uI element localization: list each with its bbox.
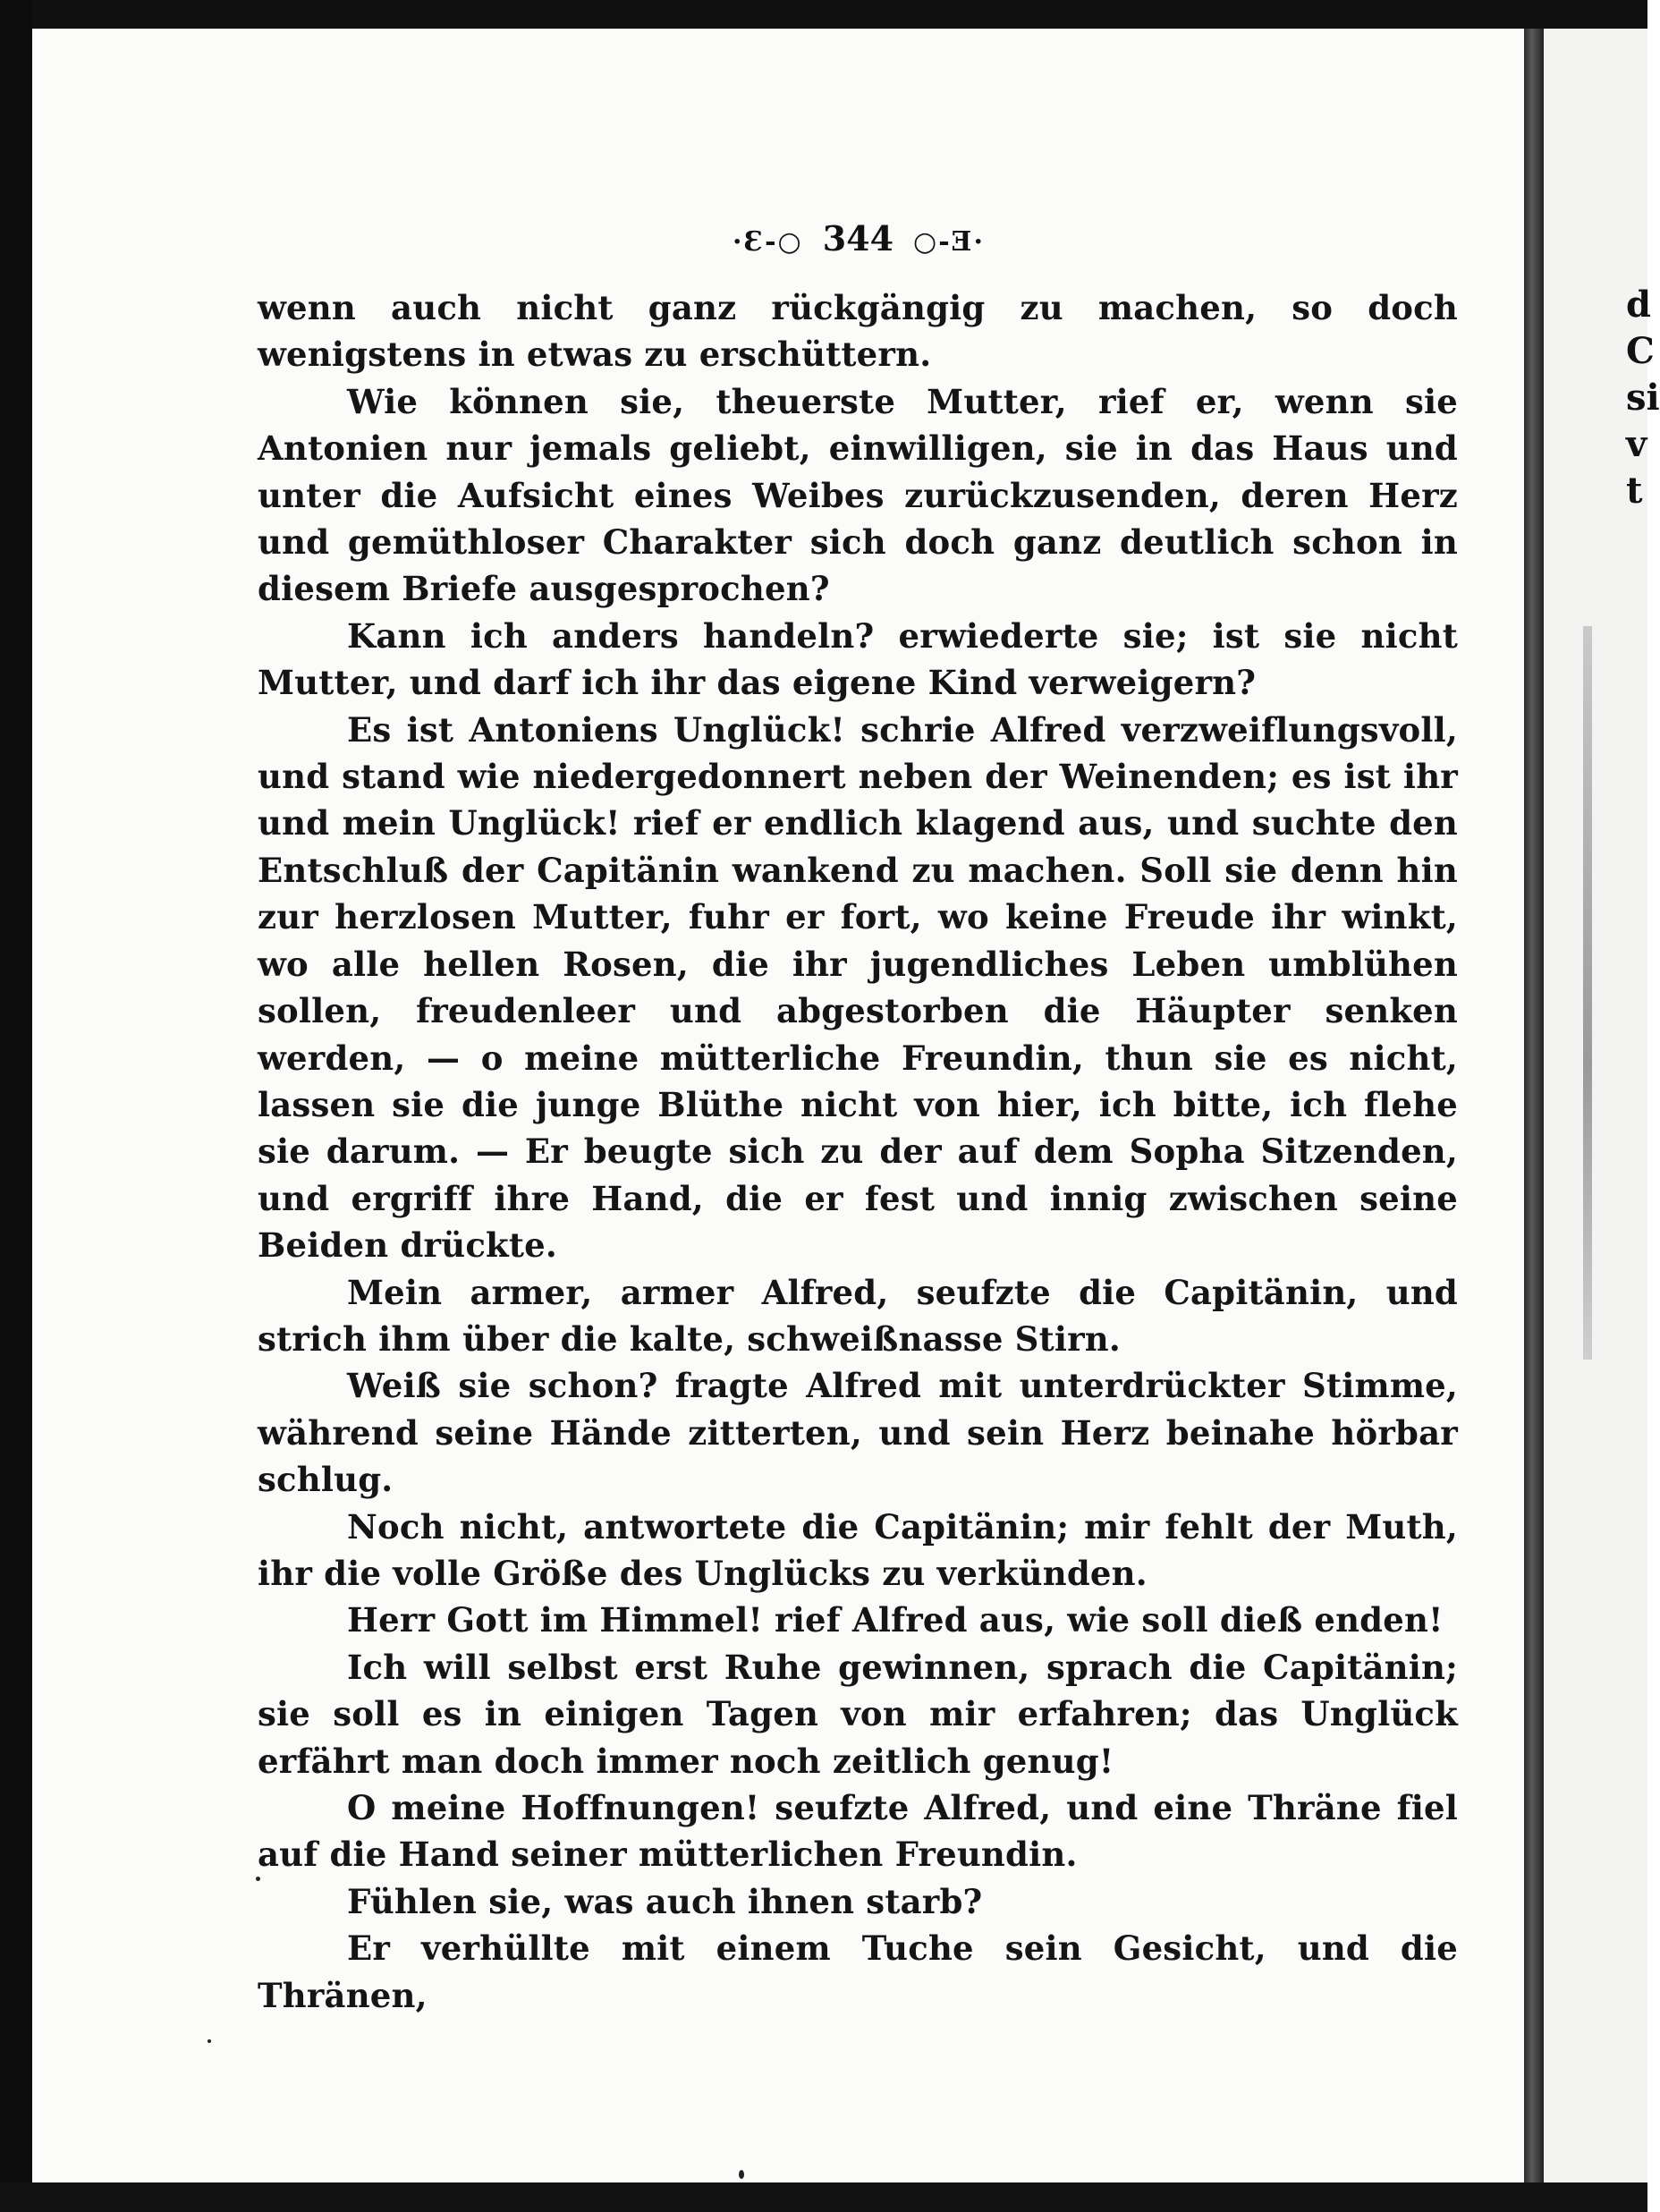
page-header [698, 212, 1020, 266]
facing-fragment: si [1626, 377, 1660, 419]
paragraph: Wie können sie, theuerste Mutter, rief er, wenn sie Antonien nur jemals geliebt, einwilligen, sie in das Haus und unter die Aufsicht eines Weibes zurückzusenden, deren Herz und gemüthloser Charakter sich doch ganz deutlich schon in diesem Briefe ausgesprochen? [258, 381, 1458, 609]
facing-page-text [1626, 282, 1660, 514]
paragraph: Herr Gott im Himmel! rief Alfred aus, wie soll dieß enden! [347, 1600, 1444, 1640]
paragraph: wenn auch nicht ganz rückgängig zu machen, so doch wenigstens in etwas zu erschüttern. [258, 288, 1458, 375]
dust-speck [208, 2039, 211, 2043]
paragraph: Weiß sie schon? fragte Alfred mit unterdrückter Stimme, während seine Hände zitterten, und sein Herz beinahe hörbar schlug. [258, 1366, 1458, 1500]
facing-fragment: C [1626, 330, 1655, 372]
body-text [258, 284, 1458, 2019]
paragraph: Kann ich anders handeln? erwiederte sie; ist sie nicht Mutter, und darf ich ihr das eigene Kind verweigern? [258, 615, 1458, 703]
paragraph: Er verhüllte mit einem Tuche sein Gesicht, und die Thränen, [258, 1928, 1458, 2015]
paragraph: Noch nicht, antwortete die Capitänin; mir fehlt der Muth, ihr die volle Größe des Unglücks zu verkünden. [258, 1506, 1458, 1593]
paragraph: Fühlen sie, was auch ihnen starb? [347, 1881, 983, 1921]
ornament-right-icon: ○-Ǝ· [913, 226, 985, 258]
facing-fragment: v [1626, 423, 1647, 465]
paragraph: Mein armer, armer Alfred, seufzte die Capitänin, und strich ihm über die kalte, schweißnasse Stirn. [258, 1272, 1458, 1359]
dust-speck [739, 2170, 744, 2179]
page-number: 344 [822, 218, 894, 258]
book-gutter [1524, 29, 1544, 2182]
scan-border-bottom [0, 2182, 1647, 2212]
scan-border-top [0, 0, 1647, 29]
dust-speck [256, 1877, 260, 1881]
facing-fragment: d [1626, 284, 1651, 326]
ornament-left-icon: ·Ɛ-○ [733, 226, 803, 258]
scan-border-left [0, 0, 32, 2212]
paragraph: Ich will selbst erst Ruhe gewinnen, sprach die Capitänin; sie soll es in einigen Tagen von mir erfahren; das Unglück erfährt man doch immer noch zeitlich genug! [258, 1647, 1458, 1781]
gutter-shadow [1583, 626, 1592, 1360]
paragraph: O meine Hoffnungen! seufzte Alfred, und eine Thräne fiel auf die Hand seiner mütterlichen Freundin. [258, 1788, 1458, 1875]
paragraph: Es ist Antoniens Unglück! schrie Alfred verzweiflungsvoll, und stand wie niedergedonnert neben der Weinenden; es ist ihr und mein Unglück! rief er endlich klagend aus, und suchte den Entschluß der Capitänin wankend zu machen. Soll sie denn hin zur herzlosen Mutter, fuhr er fort, wo keine Freude ihr winkt, wo alle hellen Rosen, die ihr jugendliches Leben umblühen sollen, freudenleer und abgestorben die Häupter senken werden, — o meine mütterliche Freundin, thun sie es nicht, lassen sie die junge Blüthe nicht von hier, ich bitte, ich flehe sie darum. — Er beugte sich zu der auf dem Sopha Sitzenden, und ergriff ihre Hand, die er fest und innig zwischen seine Beiden drückte. [258, 709, 1458, 1266]
facing-fragment: t [1626, 470, 1643, 512]
